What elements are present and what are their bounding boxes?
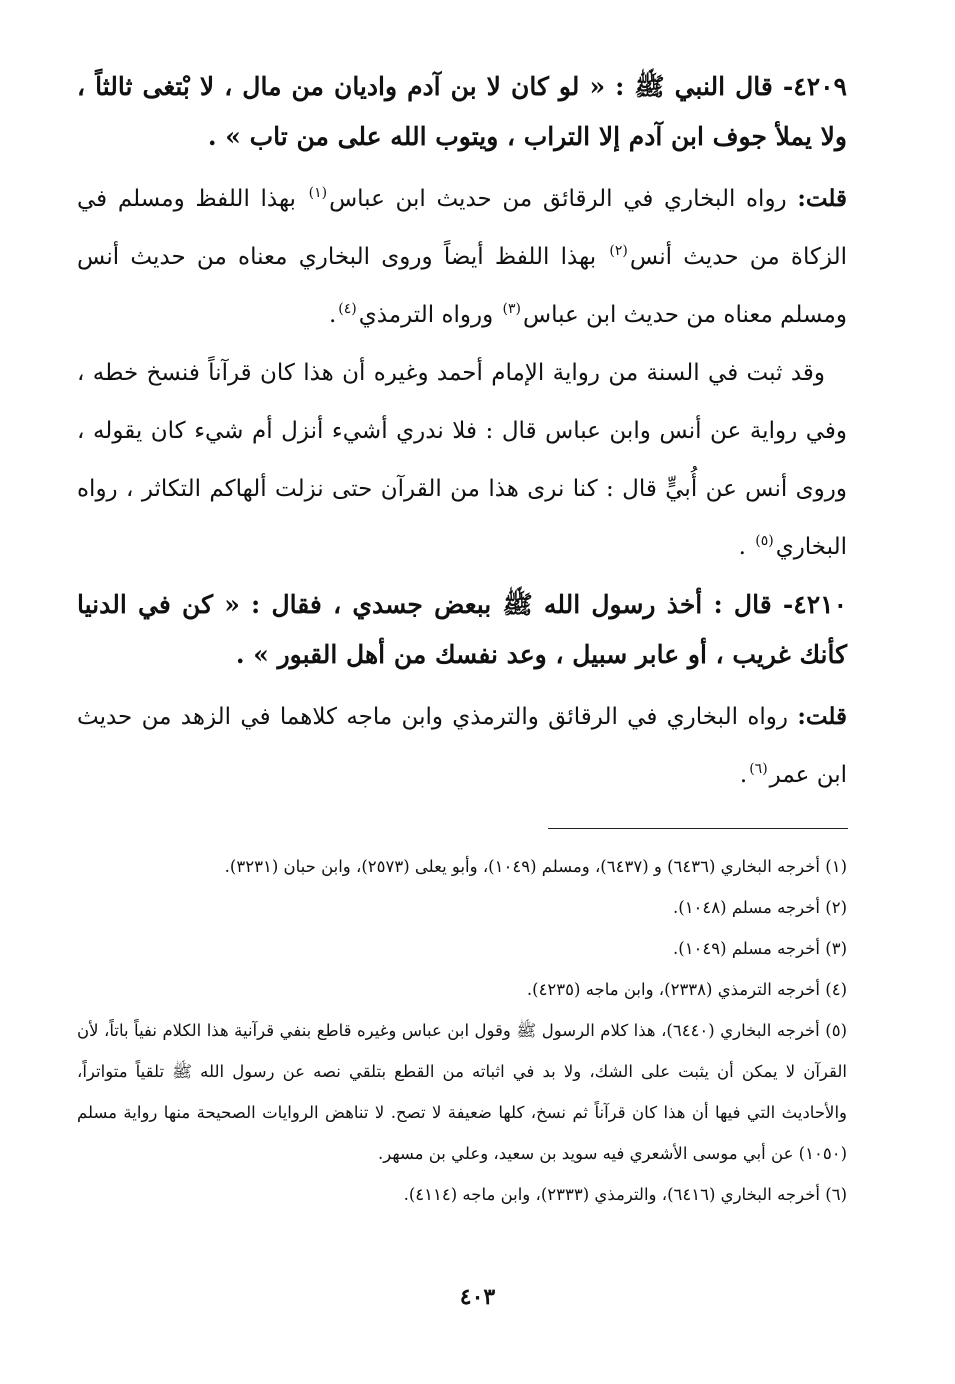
commentary-text: وقد ثبت في السنة من رواية الإمام أحمد وغيره أن هذا كان قرآناً فنسخ خطه ، وفي رواية عن أنس وابن عباس قال : فلا ندري أشيء أنزل أم شيء كان يقوله ، وروى أنس عن أُبيٍّ قال : كنا نرى هذا من القرآن حتى نزلت ألهاكم التكاثر ، رواه البخاري xyxy=(77,360,847,560)
commentary-text: ورواه الترمذي xyxy=(358,302,494,328)
hadith-text: قال النبي ﷺ : « لو كان لا بن آدم واديان من مال ، لا بْتغى ثالثاً ، ولا يملأ جوف ابن آدم إلا التراب ، ويتوب الله على من تاب » . xyxy=(77,72,847,151)
footnote-marker[interactable]: (٤) xyxy=(338,301,357,318)
footnote-4: (٤) أخرجه الترمذي (٢٣٣٨)، وابن ماجه (٤٢٣٥). xyxy=(526,980,847,999)
hadith-4210 xyxy=(77,580,847,680)
commentary-paragraph xyxy=(77,344,847,576)
commentary-4209 xyxy=(77,170,847,576)
commentary-text: رواه البخاري في الرقائق من حديث ابن عباس xyxy=(329,186,787,212)
main-text xyxy=(77,62,847,808)
hadith-4209 xyxy=(77,62,847,162)
commentary-4210 xyxy=(77,688,847,804)
footnote-6: (٦) أخرجه البخاري (٦٤١٦)، والترمذي (٢٣٣٣)، وابن ماجه (٤١١٤). xyxy=(403,1185,847,1204)
footnote-5: (٥) أخرجه البخاري (٦٤٤٠)، هذا كلام الرسول ﷺ وقول ابن عباس وغيره قاطع بنفي قرآنية هذا الكلام نفياً باتاً، لأن القرآن لا يمكن أن يثبت على الشك، ولا بد في اثباته من القطع بتلقي نصه عن رسول الله ﷺ تلقياً متواتراً، والأحاديث التي فيها أن هذا كان قرآناً ثم نسخ، كلها ضعيفة لا تصح. لا تناهض الروايات الصحيحة منها رواية مسلم (١٠٥٠) عن أبي موسى الأشعري فيه سويد بن سعيد، وعلي بن مسهر. xyxy=(77,1021,847,1163)
commentary-text: بهذا اللفظ أيضاً وروى البخاري معناه من حديث أنس ومسلم معناه من حديث ابن عباس xyxy=(77,244,847,328)
footnote-2: (٢) أخرجه مسلم (١٠٤٨). xyxy=(673,898,847,917)
footnote-marker[interactable]: (١) xyxy=(308,185,328,202)
commentary-text: . xyxy=(328,302,337,328)
commentary-text: . xyxy=(739,762,748,788)
footnote-marker[interactable]: (٦) xyxy=(749,761,768,778)
commentary-paragraph xyxy=(77,170,847,344)
commentary-text: . xyxy=(738,534,746,560)
hadith-number: ٤٢١٠- xyxy=(782,590,847,619)
footnote-marker[interactable]: (٥) xyxy=(755,533,774,550)
footnote-separator xyxy=(548,828,848,829)
commentary-paragraph xyxy=(77,688,847,804)
footnotes xyxy=(77,846,847,1215)
footnote-1: (١) أخرجه البخاري (٦٤٣٦) و (٦٤٣٧)، ومسلم (١٠٤٩)، وأبو يعلى (٢٥٧٣)، وابن حبان (٣٢٣١). xyxy=(224,857,847,876)
footnote-3: (٣) أخرجه مسلم (١٠٤٩). xyxy=(673,939,847,958)
footnote-marker[interactable]: (٣) xyxy=(502,301,521,318)
qult-label: قلت: xyxy=(797,703,848,730)
footnote-marker[interactable]: (٢) xyxy=(609,243,628,260)
qult-label: قلت: xyxy=(797,185,848,212)
hadith-text: قال : أخذ رسول الله ﷺ ببعض جسدي ، فقال : « كن في الدنيا كأنك غريب ، أو عابر سبيل ، وعد نفسك من أهل القبور » . xyxy=(77,590,847,669)
hadith-number: ٤٢٠٩- xyxy=(782,72,847,101)
commentary-text: رواه البخاري في الرقائق والترمذي وابن ماجه كلاهما في الزهد من حديث ابن عمر xyxy=(77,704,847,788)
commentary-text: بهذا اللفظ ومسلم في الزكاة من حديث أنس xyxy=(77,186,848,270)
page-number: ٤٠٣ xyxy=(459,1284,496,1310)
